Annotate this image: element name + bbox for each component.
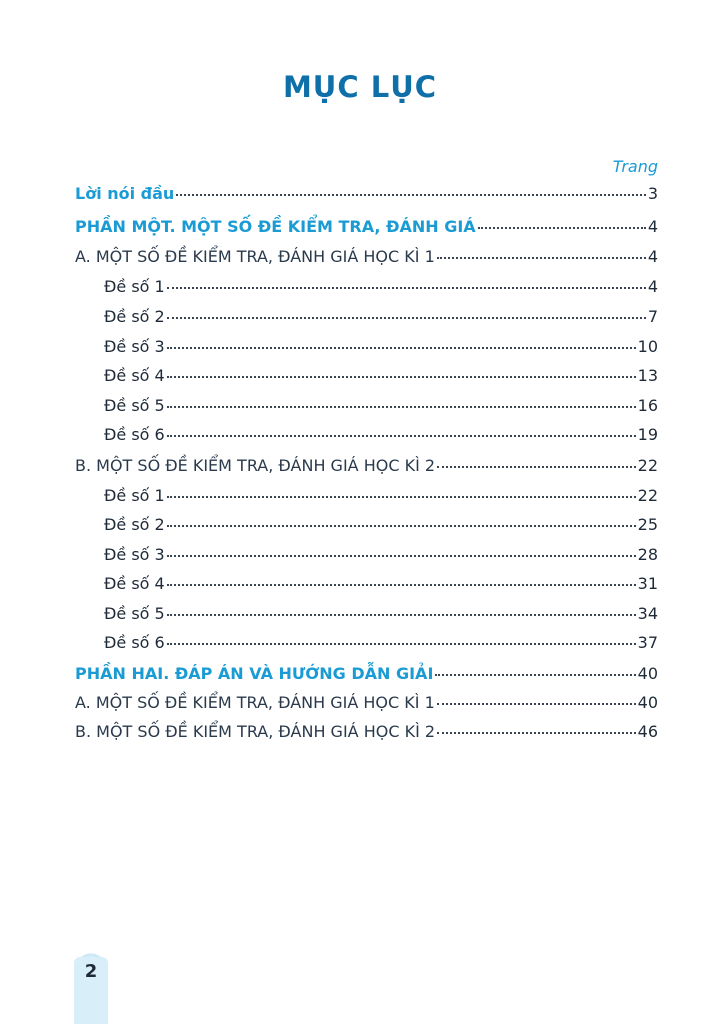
toc-entry-page: 7 bbox=[647, 307, 658, 326]
toc-entry-page: 40 bbox=[637, 693, 658, 712]
toc-entry-label: Đề số 5 bbox=[104, 396, 165, 415]
dot-leader bbox=[167, 525, 636, 527]
toc-entry-test[interactable] bbox=[104, 486, 658, 510]
toc-entry-label: Đề số 3 bbox=[104, 545, 165, 564]
toc-entry-label: PHẦN HAI. ĐÁP ÁN VÀ HƯỚNG DẪN GIẢI bbox=[75, 664, 434, 683]
toc-entry-label: Đề số 4 bbox=[104, 366, 165, 385]
toc-entry-part-one[interactable] bbox=[75, 217, 658, 241]
toc-entry-page: 3 bbox=[647, 184, 658, 203]
toc-entry-page: 25 bbox=[637, 515, 658, 534]
dot-leader bbox=[167, 584, 636, 586]
dot-leader bbox=[167, 496, 636, 498]
toc-entry-label: Đề số 1 bbox=[104, 486, 165, 505]
toc-entry-label: Đề số 6 bbox=[104, 425, 165, 444]
page-title: MỤC LỤC bbox=[282, 70, 438, 104]
dot-leader bbox=[478, 227, 646, 229]
dot-leader bbox=[167, 435, 636, 437]
toc-entry-page: 4 bbox=[647, 277, 658, 296]
toc-entry-page: 22 bbox=[637, 456, 658, 475]
toc-entry-page: 22 bbox=[637, 486, 658, 505]
dot-leader bbox=[437, 732, 636, 734]
toc-entry-page: 40 bbox=[637, 664, 658, 683]
toc-entry-answers-a[interactable] bbox=[75, 693, 658, 717]
toc-entry-test[interactable] bbox=[104, 515, 658, 539]
toc-entry-section-a[interactable] bbox=[75, 247, 658, 271]
dot-leader bbox=[167, 347, 636, 349]
dot-leader bbox=[167, 287, 646, 289]
toc-entry-page: 37 bbox=[637, 633, 658, 652]
toc-entry-part-two[interactable] bbox=[75, 664, 658, 688]
dot-leader bbox=[167, 376, 636, 378]
toc-entry-test[interactable] bbox=[104, 604, 658, 628]
toc-entry-page: 46 bbox=[637, 722, 658, 741]
toc-entry-page: 28 bbox=[637, 545, 658, 564]
toc-entry-label: Đề số 2 bbox=[104, 307, 165, 326]
toc-entry-section-b[interactable] bbox=[75, 456, 658, 480]
toc-entry-page: 16 bbox=[637, 396, 658, 415]
toc-entry-page: 19 bbox=[637, 425, 658, 444]
toc-entry-test[interactable] bbox=[104, 337, 658, 361]
toc-entry-label: Đề số 3 bbox=[104, 337, 165, 356]
toc-entry-label: Đề số 6 bbox=[104, 633, 165, 652]
dot-leader bbox=[176, 194, 645, 196]
toc-entry-label: A. MỘT SỐ ĐỀ KIỂM TRA, ĐÁNH GIÁ HỌC KÌ 1 bbox=[75, 247, 435, 266]
toc-entry-page: 31 bbox=[637, 574, 658, 593]
toc-entry-test[interactable] bbox=[104, 396, 658, 420]
dot-leader bbox=[437, 703, 636, 705]
toc-entry-label: B. MỘT SỐ ĐỀ KIỂM TRA, ĐÁNH GIÁ HỌC KÌ 2 bbox=[75, 722, 436, 741]
toc-entry-test[interactable] bbox=[104, 633, 658, 657]
toc-entry-page: 34 bbox=[637, 604, 658, 623]
page-number: 2 bbox=[84, 961, 98, 982]
toc-entry-test[interactable] bbox=[104, 425, 658, 449]
toc-entry-preface[interactable] bbox=[75, 184, 658, 208]
toc-entry-label: Đề số 2 bbox=[104, 515, 165, 534]
toc-entry-label: Đề số 1 bbox=[104, 277, 165, 296]
toc-entry-label: Đề số 4 bbox=[104, 574, 165, 593]
dot-leader bbox=[435, 674, 635, 676]
toc-entry-label: Lời nói đầu bbox=[75, 184, 175, 203]
toc-entry-page: 13 bbox=[637, 366, 658, 385]
toc-entry-label: B. MỘT SỐ ĐỀ KIỂM TRA, ĐÁNH GIÁ HỌC KÌ 2 bbox=[75, 456, 436, 475]
toc-entry-page: 10 bbox=[637, 337, 658, 356]
toc-entry-test[interactable] bbox=[104, 307, 658, 331]
toc-entry-page: 4 bbox=[647, 217, 658, 236]
dot-leader bbox=[167, 614, 636, 616]
toc-entry-page: 4 bbox=[647, 247, 658, 266]
toc-entry-test[interactable] bbox=[104, 277, 658, 301]
dot-leader bbox=[437, 466, 636, 468]
toc-entry-answers-b[interactable] bbox=[75, 722, 658, 746]
dot-leader bbox=[167, 643, 636, 645]
toc-entry-label: Đề số 5 bbox=[104, 604, 165, 623]
toc-entry-label: A. MỘT SỐ ĐỀ KIỂM TRA, ĐÁNH GIÁ HỌC KÌ 1 bbox=[75, 693, 435, 712]
toc-entry-test[interactable] bbox=[104, 545, 658, 569]
dot-leader bbox=[437, 257, 646, 259]
dot-leader bbox=[167, 406, 636, 408]
toc-entry-test[interactable] bbox=[104, 574, 658, 598]
dot-leader bbox=[167, 555, 636, 557]
toc-entry-label: PHẦN MỘT. MỘT SỐ ĐỀ KIỂM TRA, ĐÁNH GIÁ bbox=[75, 217, 476, 236]
toc-entry-test[interactable] bbox=[104, 366, 658, 390]
page-column-label: Trang bbox=[612, 157, 658, 176]
dot-leader bbox=[167, 317, 646, 319]
